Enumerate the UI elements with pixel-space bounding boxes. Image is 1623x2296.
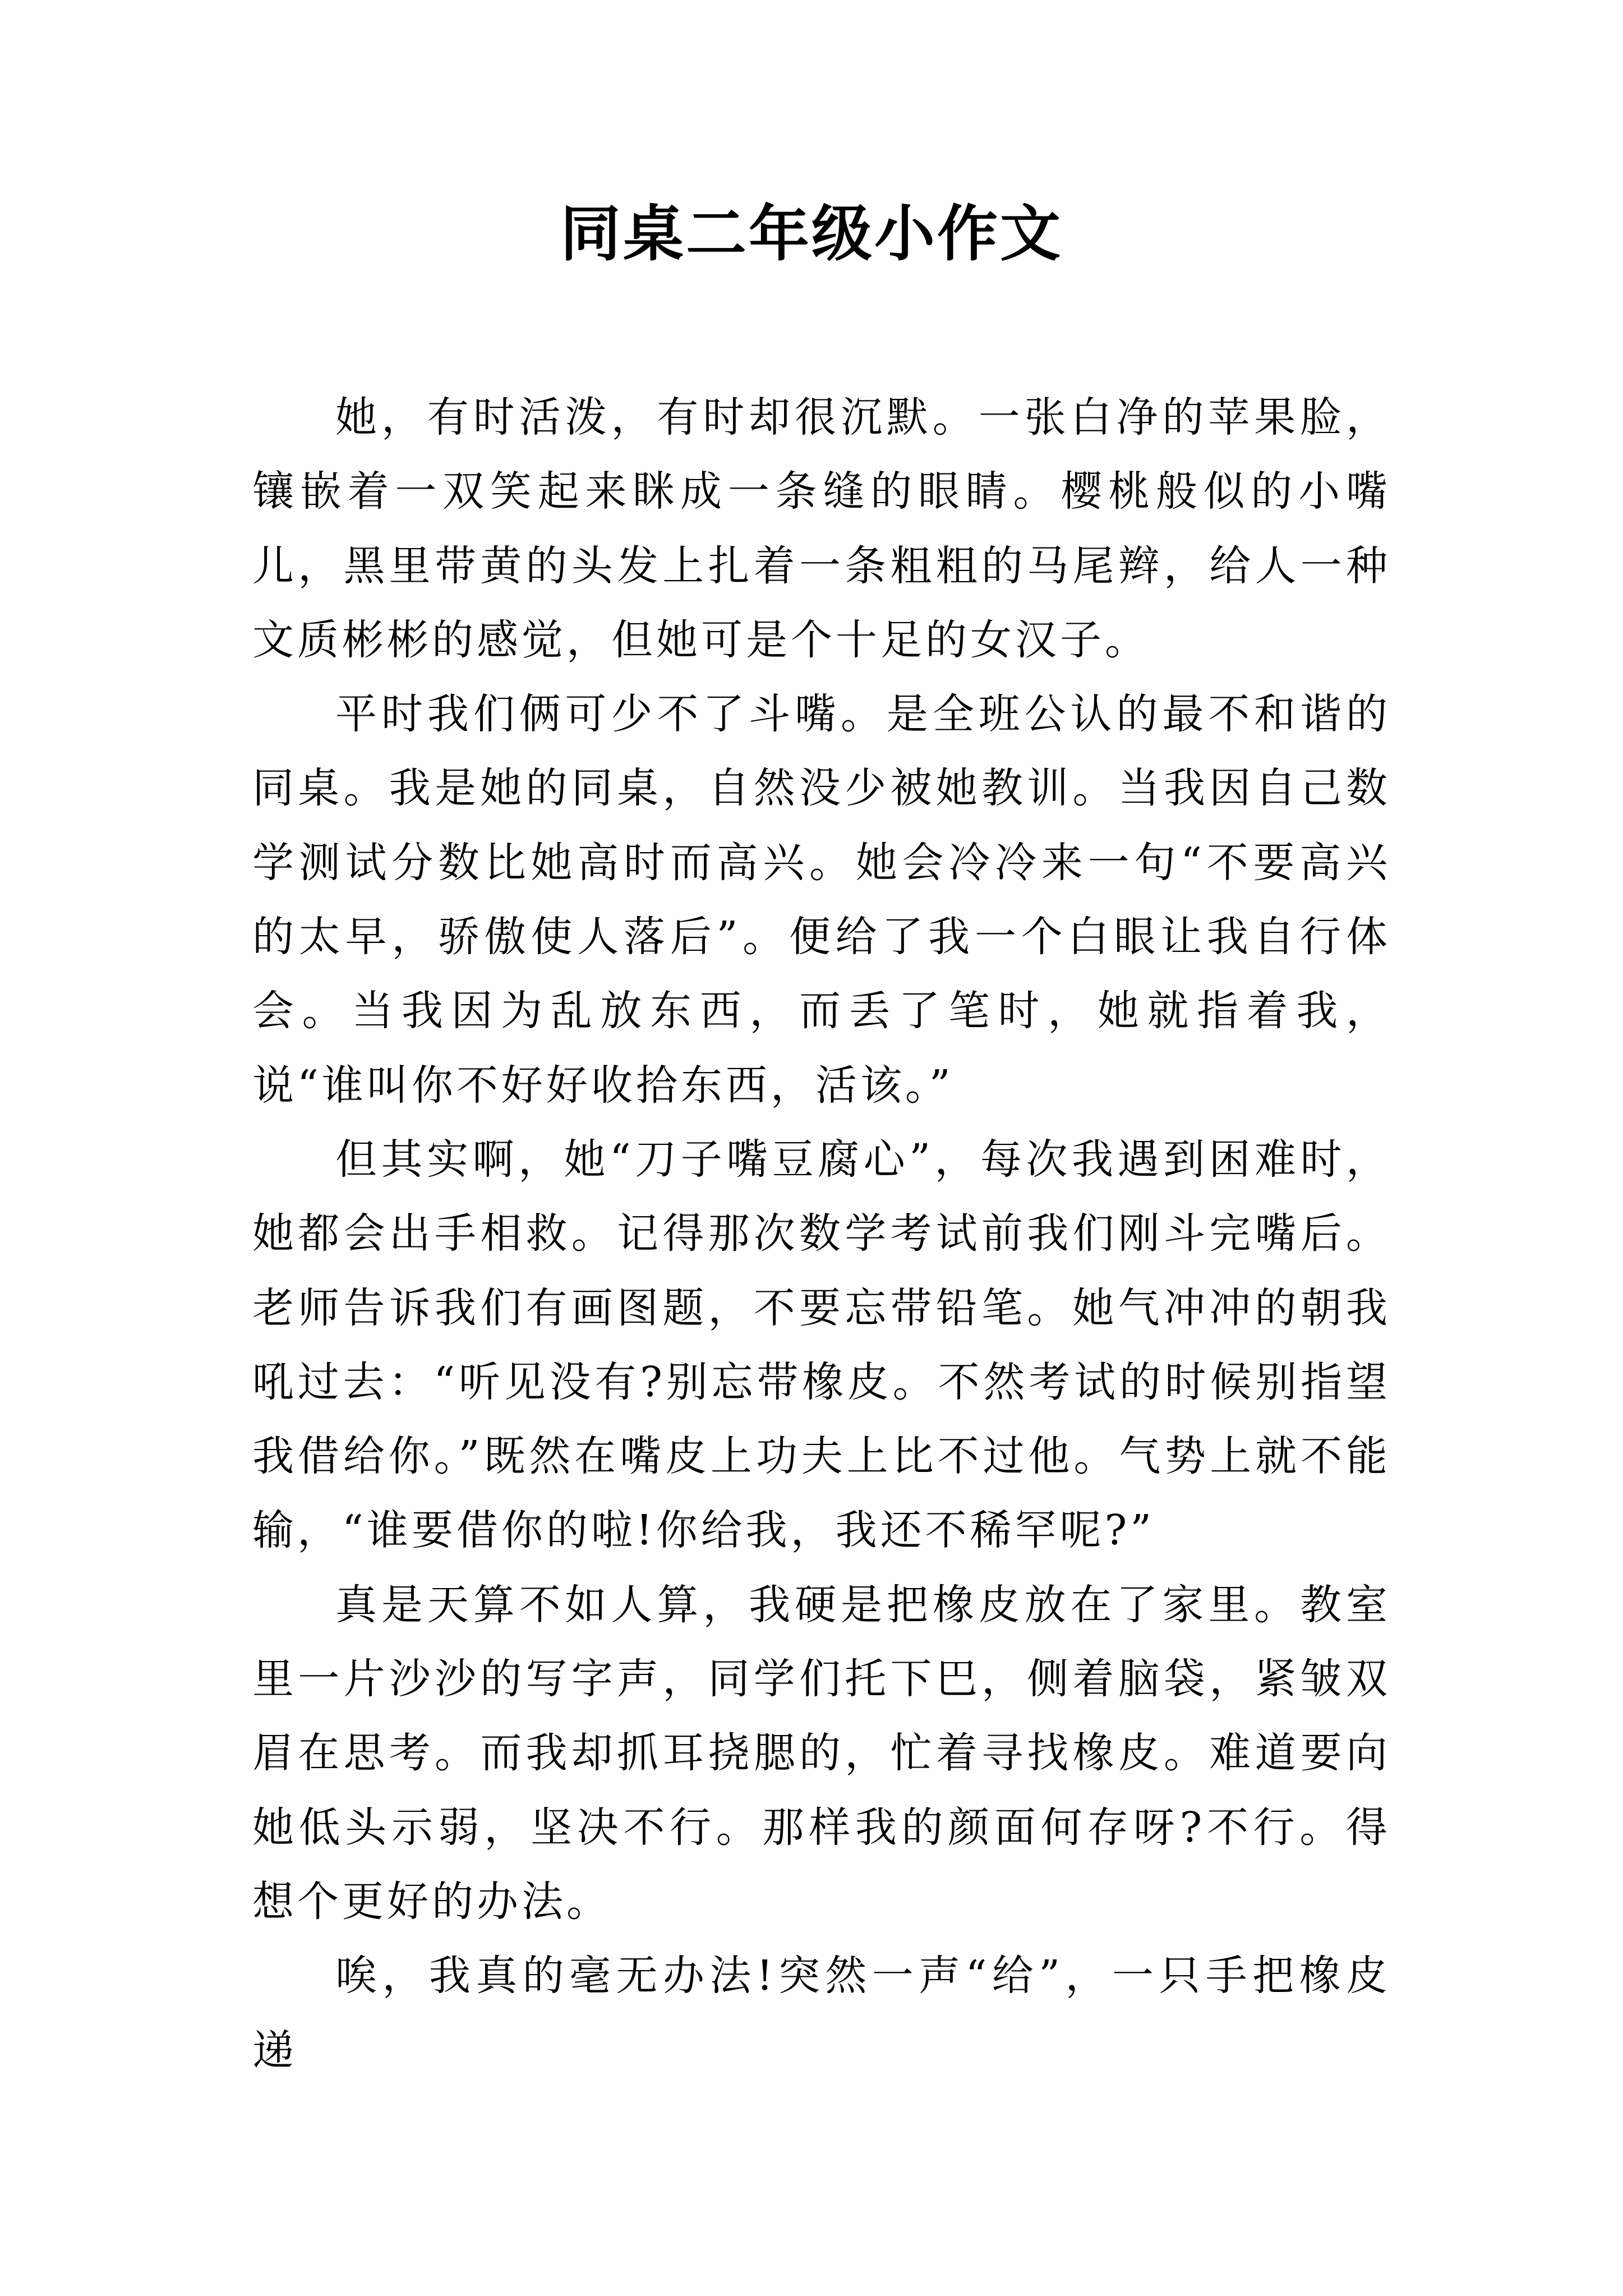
paragraph-2: 平时我们俩可少不了斗嘴。是全班公认的最不和谐的同桌。我是她的同桌，自然没少被她教训。当我因自己数学测试分数比她高时而高兴。她会冷冷来一句“不要高兴的太早，骄傲使人落后”。便给了我一个白眼让我自行体会。当我因为乱放东西，而丢了笔时，她就指着我，说“谁叫你不好好收拾东西，活该。” — [252, 690, 1391, 1110]
paragraph-5: 唉，我真的毫无办法!突然一声“给”，一只手把橡皮递 — [252, 1952, 1391, 2074]
document-title: 同桌二年级小作文 — [560, 199, 1063, 269]
paragraph-3: 但其实啊，她“刀子嘴豆腐心”，每次我遇到困难时，她都会出手相救。记得那次数学考试前我们刚斗完嘴后。老师告诉我们有画图题，不要忘带铅笔。她气冲冲的朝我吼过去：“听见没有?别忘带橡皮。不然考试的时候别指望我借给你。”既然在嘴皮上功夫上比不过他。气势上就不能输，“谁要借你的啦!你给我，我还不稀罕呢?” — [252, 1135, 1391, 1555]
paragraph-4: 真是天算不如人算，我硬是把橡皮放在了家里。教室里一片沙沙的写字声，同学们托下巴，侧着脑袋，紧皱双眉在思考。而我却抓耳挠腮的，忙着寻找橡皮。难道要向她低头示弱，坚决不行。那样我的颜面何存呀?不行。得想个更好的办法。 — [252, 1580, 1391, 1926]
document-body — [252, 380, 1391, 2087]
paragraph-1: 她，有时活泼，有时却很沉默。一张白净的苹果脸，镶嵌着一双笑起来眯成一条缝的眼睛。樱桃般似的小嘴儿，黑里带黄的头发上扎着一条粗粗的马尾辫，给人一种文质彬彬的感觉，但她可是个十足的女汉子。 — [252, 393, 1391, 664]
